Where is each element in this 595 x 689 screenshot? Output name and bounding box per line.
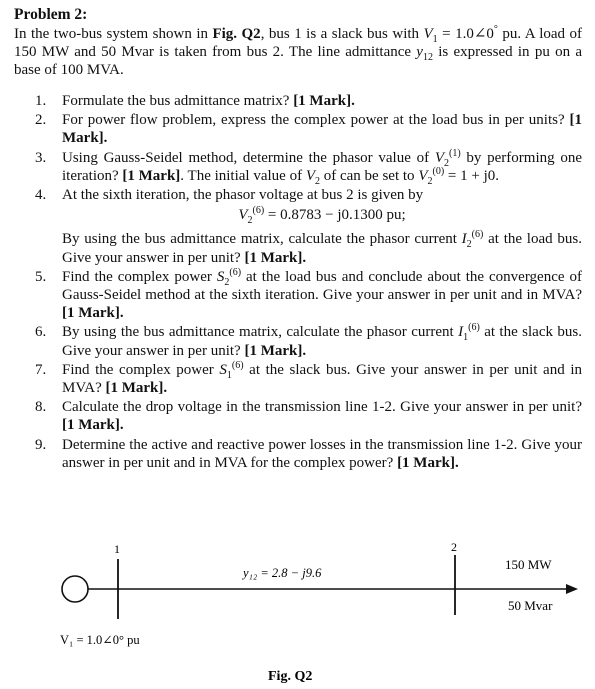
mark-label: [1 Mark]. (62, 112, 582, 147)
question-item: 8. Calculate the drop voltage in the transmission line 1-2. Give your answer in per unit? [1 Mark]. (35, 399, 582, 434)
bus-2-label: 2 (451, 540, 457, 554)
mark-label: [1 Mark] (122, 167, 181, 184)
mark-label: [1 Mark]. (293, 93, 355, 109)
mark-label: [1 Mark]. (105, 380, 168, 397)
load-arrow-icon (566, 584, 578, 594)
generator-icon (62, 576, 88, 602)
two-bus-diagram (0, 529, 595, 689)
mark-label: [1 Mark]. (244, 249, 307, 266)
voltage-equation: $V_2^{(6)} = 0.8783 - j0.1300$ pu; (238, 205, 406, 227)
mark-label: [1 Mark]. (397, 454, 459, 471)
mark-label: [1 Mark]. (62, 305, 124, 322)
question-item: 2. For power flow problem, express the complex power at the load bus in per units? [1 Mark]. (35, 112, 582, 147)
figure-caption: Fig. Q2 (268, 669, 313, 684)
question-item: 5. Find the complex power $S_2^{(6)}$ at the load bus and conclude about the convergence of Gauss-Seidel method at the sixth iteration. Give your answer in per unit and in MVA? [1 Mark]. (35, 266, 582, 322)
figure-reference: Fig. Q2 (212, 26, 261, 42)
question-item: 9. Determine the active and reactive power losses in the transmission line 1-2. Give your answer in per unit and in MVA for the complex power? [1 Mark]. (35, 436, 582, 471)
bus-1-voltage-label: V₁ = 1.0∠0° pu (60, 633, 140, 647)
line-admittance-label: y₁₂ = 2.8 − j9.6 (243, 566, 322, 580)
load-active-power: 150 MW (505, 557, 552, 572)
load-reactive-power: 50 Mvar (508, 598, 553, 613)
question-list (14, 92, 582, 473)
question-item: 6. By using the bus admittance matrix, calculate the phasor current $I_1^{(6)}$ at the slack bus. Give your answer in per unit? [1 Mark]. (35, 322, 582, 359)
question-item: 7. Find the complex power $S_1^{(6)}$ at the slack bus. Give your answer in per unit and in MVA? [1 Mark]. (35, 359, 582, 397)
question-item: 1. Formulate the bus admittance matrix? [1 Mark]. (35, 93, 355, 109)
problem-intro: In the two-bus system shown in Fig. Q2, bus 1 is a slack bus with $V_1$ = 1.0∠0° pu. A load of 150 MW and 50 Mvar is taken from bus 2. The line admittance $y_{12}$ is expressed in pu on a base of 100 MVA. (14, 24, 583, 79)
problem-title: Problem 2: (14, 6, 88, 23)
mark-label: [1 Mark]. (244, 342, 307, 359)
question-item: 3. Using Gauss-Seidel method, determine the phasor value of $V_2^{(1)}$ by performing one iteration? [1 Mark]. The initial value of $V_2$ of can be set to $V_2^{(0)} = 1 + j0$. (35, 147, 582, 187)
bus-1-label: 1 (114, 542, 120, 556)
question-item: 4. At the sixth iteration, the phasor voltage at bus 2 is given by $V_2^{(6)} = 0.8783 - j0.1300$ pu; By using the bus admittance matrix, calculate the phasor current $I_2^{(6)}$ at the load bus. Give your answer in per unit? [1 Mark]. (35, 187, 582, 266)
mark-label: [1 Mark]. (62, 417, 124, 434)
